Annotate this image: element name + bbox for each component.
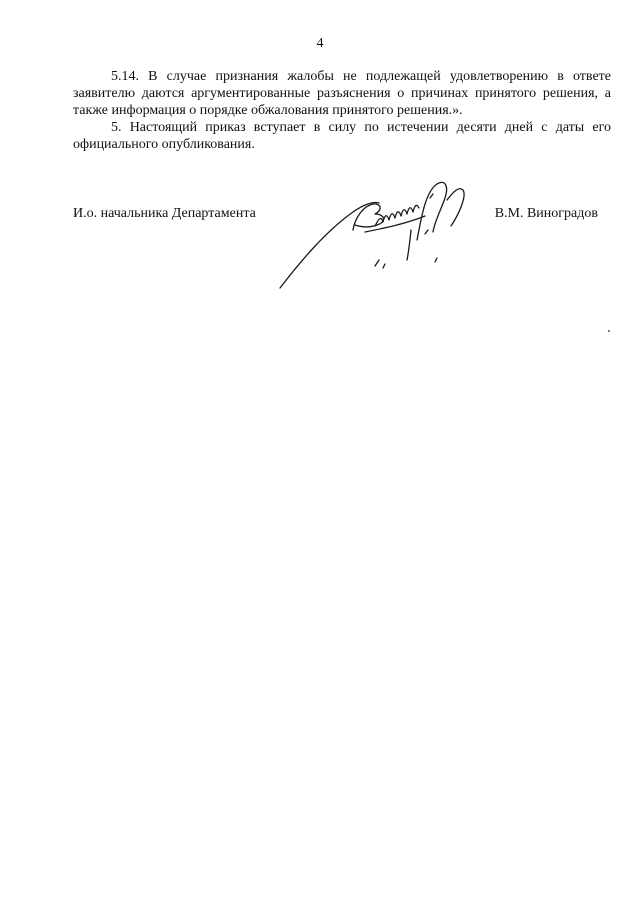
handwritten-signature [275,170,475,300]
signer-title: И.о. начальника Департамента [73,206,256,221]
signer-name: В.М. Виноградов [494,206,598,221]
document-body [73,68,611,153]
paragraph-5: 5. Настоящий приказ вступает в силу по истечении десяти дней с даты его официального опубликования. [73,120,611,152]
page-number: 4 [316,36,324,51]
scan-speck [608,330,610,332]
paragraph-5-14: 5.14. В случае признания жалобы не подлежащей удовлетворению в ответе заявителю даются аргументированные разъяснения о причинах принятого решения, а также информация о порядке обжалования принятого решения.». [73,69,611,118]
